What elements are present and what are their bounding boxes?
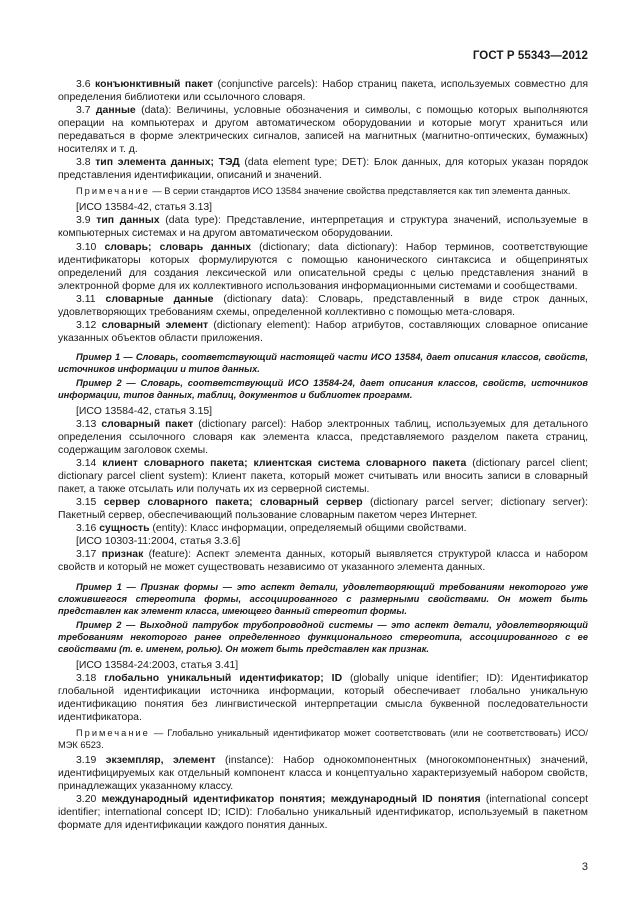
definition-3-12: 3.12 словарный элемент (dictionary element): Набор атрибутов, составляющих словарное описание указанных объектов области приложения. — [58, 319, 589, 344]
definition-3-9: 3.9 тип данных (data type): Представление, интерпретация и структура значений, используемые в компьютерных системах и на другом автоматическом оборудовании. — [58, 215, 588, 240]
document-body — [58, 78, 588, 832]
definition-3-14: 3.14 клиент словарного пакета; клиентская система словарного пакета (dictionary parcel client; dictionary parcel client system): Клиент пакета, который может считывать или вносить записи в словарный пакет, а также отсылать или получать их из серверной системы. — [58, 458, 588, 496]
reference-4: [ИСО 13584-24:2003, статья 3.41] — [76, 659, 239, 671]
term: экземпляр, элемент — [105, 754, 216, 766]
definition-3-7: 3.7 данные (data): Величины, условные обозначения и символы, с помощью которых выполняются операции на компьютерах и другом автоматическом оборудовании и которые могут храниться или передаваться в форме электрических сигналов, записей на магнитных (магнитно-оптических, бумажных) носителях и т. д. — [58, 105, 588, 156]
term: конъюнктивный пакет — [95, 79, 214, 90]
definition-3-11: 3.11 словарные данные (dictionary data): Словарь, представленный в виде строк данных, удовлетворяющих требованиям схемы, определенной коллективно с помощью мета-словаря. — [58, 293, 588, 318]
term: клиент словарного пакета; клиентская система словарного пакета — [102, 458, 467, 470]
definition-3-18: 3.18 глобально уникальный идентификатор; ID (globally unique identifier; ID): Идентификатор глобальной идентификации источника информации, который обеспечивает глобально уникальную идентификацию понятия без лингвистической интерпретации смысла буквенной последовательности идентификатора. — [58, 672, 589, 723]
example-1: Пример 1 — Словарь, соответствующий настоящей части ИСО 13584, дает описания классов, свойств, источников информации и типов данных. — [58, 351, 588, 374]
definition-3-8: 3.8 тип элемента данных; ТЭД (data element type; DET): Блок данных, для которых указан порядок представления идентификации, описаний и значений. — [58, 157, 588, 182]
note-2: Примечание — Глобально уникальный идентификатор может соответствовать (или не соответствовать) ИСО/МЭК 6523. — [58, 727, 588, 750]
term: словарные данные — [105, 293, 214, 305]
term: тип данных — [96, 215, 160, 227]
term: сущность — [99, 523, 150, 535]
definition-3-17: 3.17 признак (feature): Аспект элемента данных, который выявляется структурой класса и набором свойств и который не может существовать независимо от указанного элемента данных. — [58, 549, 588, 574]
note-1: Примечание — В серии стандартов ИСО 13584 значение свойства представляется как тип элемента данных. — [76, 186, 571, 197]
definition-3-19: 3.19 экземпляр, элемент (instance): Набор однокомпонентных (многокомпонентных) значений, идентифицируемых как отдельный компонент класса и концептуально характеризуемый набором свойств, принадлежащих указанному классу. — [58, 754, 588, 792]
reference-2: [ИСО 13584-42, статья 3.15] — [76, 405, 213, 417]
page-number: 3 — [581, 861, 588, 873]
reference-3: [ИСО 10303-11:2004, статья 3.3.6] — [76, 536, 241, 548]
term: глобально уникальный идентификатор; ID — [104, 672, 343, 684]
definition-3-10: 3.10 словарь; словарь данных (dictionary; data dictionary): Набор терминов, соответствующие идентификаторы которых формулируются с помощью канонического синтаксиса и общепринятых определений для создания лексической или описательной среды с целью представления знаний в электронной форме для их коллективного использования информационными системами и сообществами. — [58, 241, 588, 292]
document-header: ГОСТ Р 55343—2012 — [472, 50, 588, 62]
term: словарный пакет — [101, 418, 194, 430]
definition-3-13: 3.13 словарный пакет (dictionary parcel): Набор электронных таблиц, используемых для детального определения ссылочного словаря как элемента класса, представляемого разделом пакета страниц, содержащим заголовок схемы. — [58, 418, 588, 457]
example-2: Пример 2 — Словарь, соответствующий ИСО 13584-24, дает описания классов, свойств, источников информации, типов данных, таблиц, документов и библиотек программ. — [58, 377, 588, 400]
term: словарь; словарь данных — [104, 241, 252, 253]
term: признак — [101, 549, 144, 561]
definition-3-20: 3.20 международный идентификатор понятия; международный ID понятия (international concept identifier; international concept ID; ICID): Глобально уникальный идентификатор, используемый в пакетном формате для идентификации каждого понятия данных. — [58, 793, 588, 831]
definition-3-6: 3.6 конъюнктивный пакет (conjunctive parcels): Набор страниц пакета, используемых совместно для определения библиотеки или ссылочного словаря. — [58, 79, 588, 104]
term: словарный элемент — [101, 319, 209, 331]
term: тип элемента данных; ТЭД — [95, 157, 240, 169]
definition-3-16: 3.16 сущность (entity): Класс информации, определяемый общими свойствами. — [76, 523, 467, 535]
term: международный идентификатор понятия; международный ID понятия — [101, 793, 481, 805]
term: сервер словарного пакета; словарный сервер — [103, 497, 363, 509]
reference-1: [ИСО 13584-42, статья 3.13] — [76, 202, 213, 214]
example-3: Пример 1 — Признак формы — это аспект детали, удовлетворяющий требованиям некоторого уже сложившегося стереотипа формы, ассоциированного с размерными свойствами. Он может быть представлен как элемент класса, имеющего данный стереотип формы. — [58, 581, 588, 616]
term: данные — [95, 105, 136, 117]
example-4: Пример 2 — Выходной патрубок трубопроводной системы — это аспект детали, удовлетворяющий требованиям некоторого ранее определенного функционального стереотипа, ассоциированного с ее свойствами (т. е. именем, ролью). Он может быть представлен как признак. — [58, 619, 588, 654]
definition-3-15: 3.15 сервер словарного пакета; словарный сервер (dictionary parcel server; dictionary server): Пакетный сервер, обеспечивающий пользование словарным пакетом через Интернет. — [58, 497, 588, 522]
